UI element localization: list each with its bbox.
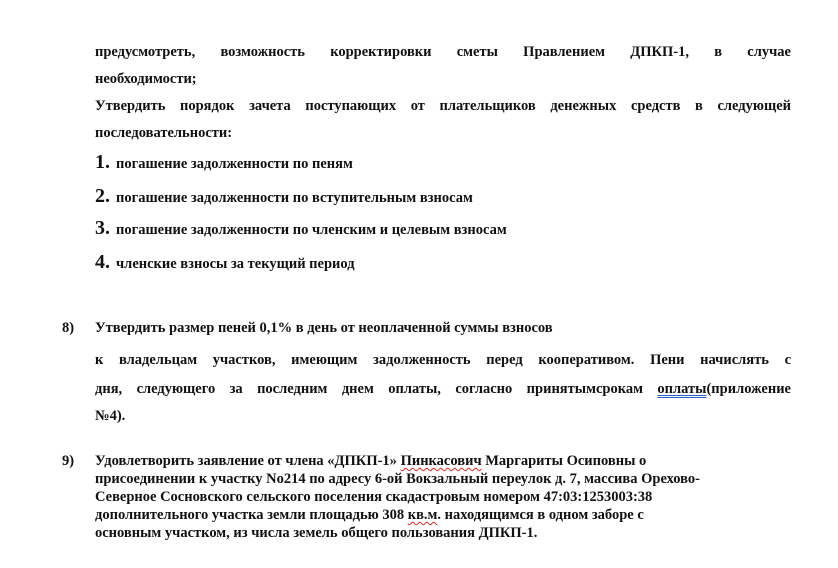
spelling-flagged-word[interactable]: кв.м (407, 507, 438, 523)
paragraph-9-line-4 (95, 506, 644, 524)
intro-line-4: последовательности: (95, 125, 233, 141)
intro-line-1: предусмотреть, возможность корректировки сметы Правлением ДПКП-1, в случае (95, 44, 791, 60)
list-item-3-text: погашение задолженности по членским и целевым взносам (116, 222, 507, 238)
paragraph-9-number: 9) (62, 453, 75, 469)
paragraph-9-line-2: присоединении к участку No214 по адресу 6-ой Вокзальный переулок д. 7, массива Орехово- (95, 471, 700, 487)
paragraph-9-line-1 (95, 452, 646, 470)
paragraph-8-line-3-start: дня, следующего за последним днем оплаты, согласно принятымсрокам (95, 381, 658, 397)
intro-line-3: Утвердить порядок зачета поступающих от плательщиков денежных средств в следующей (95, 98, 791, 114)
paragraph-8-line-3-end: (приложение (706, 381, 791, 397)
list-item-2-text: погашение задолженности по вступительным взносам (116, 190, 473, 206)
paragraph-9-line-1-end: Маргариты Осиповны о (481, 453, 647, 469)
list-item-2-number: 2. (95, 185, 110, 207)
spelling-flagged-word[interactable]: Пинкасович (400, 453, 482, 469)
list-item-4-number: 4. (95, 251, 110, 273)
paragraph-9-line-3: Северное Сосновского сельского поселения скадастровым номером 47:03:1253003:38 (95, 489, 653, 505)
paragraph-8-line-3 (95, 380, 791, 398)
list-item-1-number: 1. (95, 151, 110, 173)
paragraph-9-line-1-start: Удовлетворить заявление от члена «ДПКП-1» (95, 453, 401, 469)
list-item-1-text: погашение задолженности по пеням (116, 156, 353, 172)
grammar-flagged-word[interactable]: оплаты (657, 381, 707, 397)
paragraph-8-line-1: Утвердить размер пеней 0,1% в день от неоплаченной суммы взносов (95, 320, 553, 336)
paragraph-9-line-5: основным участком, из числа земель общего пользования ДПКП-1. (95, 525, 538, 541)
paragraph-9-line-4-start: дополнительного участка земли площадью 308 (95, 507, 408, 523)
paragraph-8-line-2: к владельцам участков, имеющим задолженность перед кооперативом. Пени начислять с (95, 352, 791, 368)
list-item-3-number: 3. (95, 217, 110, 239)
paragraph-8-line-4: №4). (95, 408, 126, 424)
list-item-4-text: членские взносы за текущий период (116, 256, 355, 272)
paragraph-8-number: 8) (62, 320, 75, 336)
intro-line-2: необходимости; (95, 71, 197, 87)
paragraph-9-line-4-end: . находящимся в одном заборе с (437, 507, 644, 523)
